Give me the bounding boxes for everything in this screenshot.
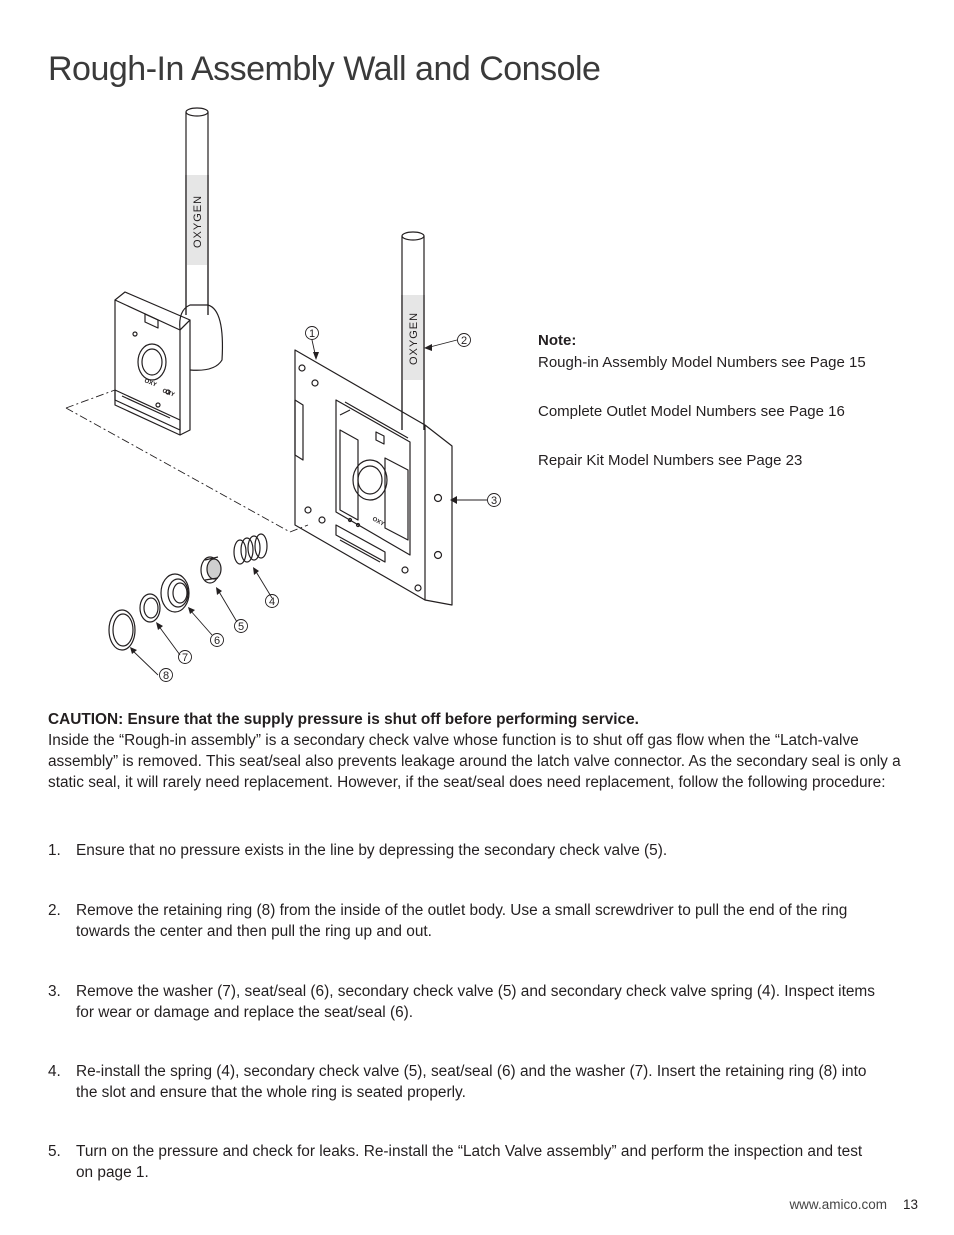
step-item	[48, 840, 878, 861]
step-number: 1.	[48, 842, 61, 859]
page-number: 13	[902, 1197, 918, 1212]
step-item	[48, 1061, 878, 1103]
retaining-ring-part	[109, 610, 135, 650]
step-number: 2.	[48, 902, 61, 919]
step-item	[48, 1141, 878, 1183]
callout-7: 7	[181, 652, 189, 664]
page-title: Rough-In Assembly Wall and Console	[48, 50, 601, 88]
step-text: Remove the retaining ring (8) from the inside of the outlet body. Use a small screwdriver to pull the end of the ring towards the center and then pull the ring up and out.	[76, 902, 848, 940]
step-text: Remove the washer (7), seat/seal (6), secondary check valve (5) and secondary check valve spring (4). Inspect items for wear or damage and replace the seat/seal (6).	[76, 983, 875, 1021]
step-text: Turn on the pressure and check for leaks. Re-install the “Latch Valve assembly” and perform the inspection and test on page 1.	[76, 1143, 863, 1181]
step-number: 3.	[48, 983, 61, 1000]
page-footer	[789, 1197, 918, 1212]
check-valve-part	[201, 557, 221, 583]
seat-seal-part	[161, 574, 189, 612]
front-plate	[295, 350, 452, 605]
note-line: Rough-in Assembly Model Numbers see Page 15	[538, 354, 866, 371]
callout-3: 3	[490, 495, 498, 507]
caution-block	[48, 709, 908, 793]
callout-2: 2	[460, 335, 468, 347]
rough-in-assembly-diagram	[40, 100, 520, 700]
step-item	[48, 900, 878, 942]
notes-block	[538, 330, 918, 499]
part-marking: OXY	[371, 516, 386, 528]
back-bracket	[115, 292, 190, 435]
step-number: 4.	[48, 1063, 61, 1080]
step-item	[48, 981, 878, 1023]
callout-5: 5	[237, 621, 245, 633]
note-heading: Note:	[538, 332, 577, 349]
callout-1: 1	[308, 328, 316, 340]
callout-8: 8	[162, 670, 170, 682]
step-text: Ensure that no pressure exists in the line by depressing the secondary check valve (5).	[76, 842, 668, 859]
footer-website: www.amico.com	[789, 1197, 887, 1212]
part-marking: OXY	[143, 378, 158, 389]
note-line: Repair Kit Model Numbers see Page 23	[538, 452, 803, 469]
callout-4: 4	[268, 596, 276, 608]
step-number: 5.	[48, 1143, 61, 1160]
callout-6: 6	[213, 635, 221, 647]
step-text: Re-install the spring (4), secondary check valve (5), seat/seal (6) and the washer (7). Insert the retaining ring (8) into the slot and ensure that the whole ring is seated properly.	[76, 1063, 867, 1101]
caution-heading: CAUTION: Ensure that the supply pressure is shut off before performing service.	[48, 711, 639, 728]
note-line: Complete Outlet Model Numbers see Page 16	[538, 403, 845, 420]
pipe-label-front: OXYGEN	[408, 311, 420, 365]
washer-part	[140, 594, 160, 622]
caution-body: Inside the “Rough-in assembly” is a secondary check valve whose function is to shut off gas flow when the “Latch-valve assembly” is removed. This seat/seal also prevents leakage around the latch valve connector. As the secondary seal is only a static seal, it will rarely need replacement. However, if the seat/seal does need replacement, follow the following procedure:	[48, 732, 901, 791]
spring-part	[234, 534, 267, 564]
part-marking: OXY	[161, 388, 176, 399]
pipe-label-back: OXYGEN	[192, 194, 204, 248]
